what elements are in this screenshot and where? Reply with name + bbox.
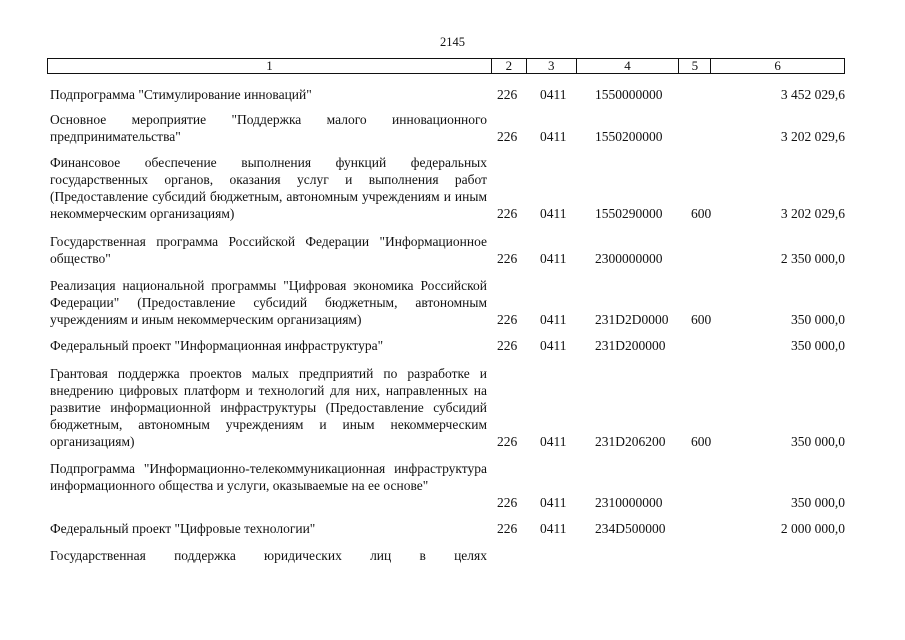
row-col-4: 234D500000: [595, 521, 666, 536]
row-col-5: 600: [691, 206, 712, 221]
header-col-4: 4: [577, 59, 680, 73]
header-col-3: 3: [527, 59, 577, 73]
row-col-3: 0411: [540, 495, 567, 510]
row-col-6: 350 000,0: [791, 495, 845, 510]
row-description: Финансовое обеспечение выполнения функций федеральных государственных органов, оказания услуг и выполнения работ (Предоставление субсидий бюджетным, автономным учреждениям и иным некоммерческим организациям): [50, 155, 487, 221]
row-description: Государственная поддержка юридических лиц в целях: [50, 548, 487, 563]
row-col-6: 350 000,0: [791, 434, 845, 449]
row-col-2: 226: [497, 129, 518, 144]
row-col-4: 231D2D0000: [595, 312, 669, 327]
row-description: Подпрограмма "Информационно-телекоммуникационная инфраструктура информационного общества и услуги, оказываемые на ее основе": [50, 461, 487, 493]
row-description: Федеральный проект "Информационная инфраструктура": [50, 338, 384, 353]
row-description: Грантовая поддержка проектов малых предприятий по разработке и внедрению цифровых платформ и технологий для них, направленных на развитие информационной инфраструктуры (Предоставление субсидий бюджетным, автономным учреждениям и иным некоммерческим организациям): [50, 366, 487, 449]
row-col-3: 0411: [540, 338, 567, 353]
row-col-4: 1550000000: [595, 87, 663, 102]
row-description: Государственная программа Российской Федерации "Информационное общество": [50, 234, 487, 266]
row-col-3: 0411: [540, 312, 567, 327]
row-col-5: 600: [691, 312, 712, 327]
row-col-2: 226: [497, 495, 518, 510]
row-col-6: 3 452 029,6: [780, 87, 845, 102]
row-description: Подпрограмма "Стимулирование инноваций": [50, 87, 312, 102]
row-col-4: 2310000000: [595, 495, 663, 510]
row-col-4: 1550290000: [595, 206, 663, 221]
row-col-3: 0411: [540, 521, 567, 536]
page-number: 2145: [440, 35, 465, 49]
row-description: Реализация национальной программы "Цифровая экономика Российской Федерации" (Предоставление субсидий бюджетным, автономным учреждениям и иным некоммерческим организациям): [50, 278, 487, 327]
row-col-6: 3 202 029,6: [780, 129, 845, 144]
row-col-3: 0411: [540, 206, 567, 221]
row-col-3: 0411: [540, 87, 567, 102]
row-col-6: 3 202 029,6: [780, 206, 845, 221]
row-col-5: 600: [691, 434, 712, 449]
row-col-2: 226: [497, 251, 518, 266]
row-description: Основное мероприятие "Поддержка малого инновационного предпринимательства": [50, 112, 487, 144]
row-col-3: 0411: [540, 129, 567, 144]
row-col-2: 226: [497, 206, 518, 221]
row-col-2: 226: [497, 521, 518, 536]
row-description: Федеральный проект "Цифровые технологии": [50, 521, 316, 536]
row-col-2: 226: [497, 312, 518, 327]
header-col-2: 2: [492, 59, 527, 73]
row-col-6: 2 000 000,0: [780, 521, 845, 536]
row-col-4: 2300000000: [595, 251, 663, 266]
header-col-5: 5: [679, 59, 711, 73]
row-col-4: 231D200000: [595, 338, 666, 353]
header-col-6: 6: [774, 58, 781, 73]
row-col-4: 231D206200: [595, 434, 666, 449]
row-col-2: 226: [497, 87, 518, 102]
row-col-2: 226: [497, 434, 518, 449]
row-col-2: 226: [497, 338, 518, 353]
row-col-4: 1550200000: [595, 129, 663, 144]
row-col-3: 0411: [540, 251, 567, 266]
row-col-6: 350 000,0: [791, 312, 845, 327]
table-header: [47, 58, 845, 74]
row-col-6: 350 000,0: [791, 338, 845, 353]
header-col-1: 1: [48, 59, 492, 73]
row-col-6: 2 350 000,0: [780, 251, 845, 266]
row-col-3: 0411: [540, 434, 567, 449]
